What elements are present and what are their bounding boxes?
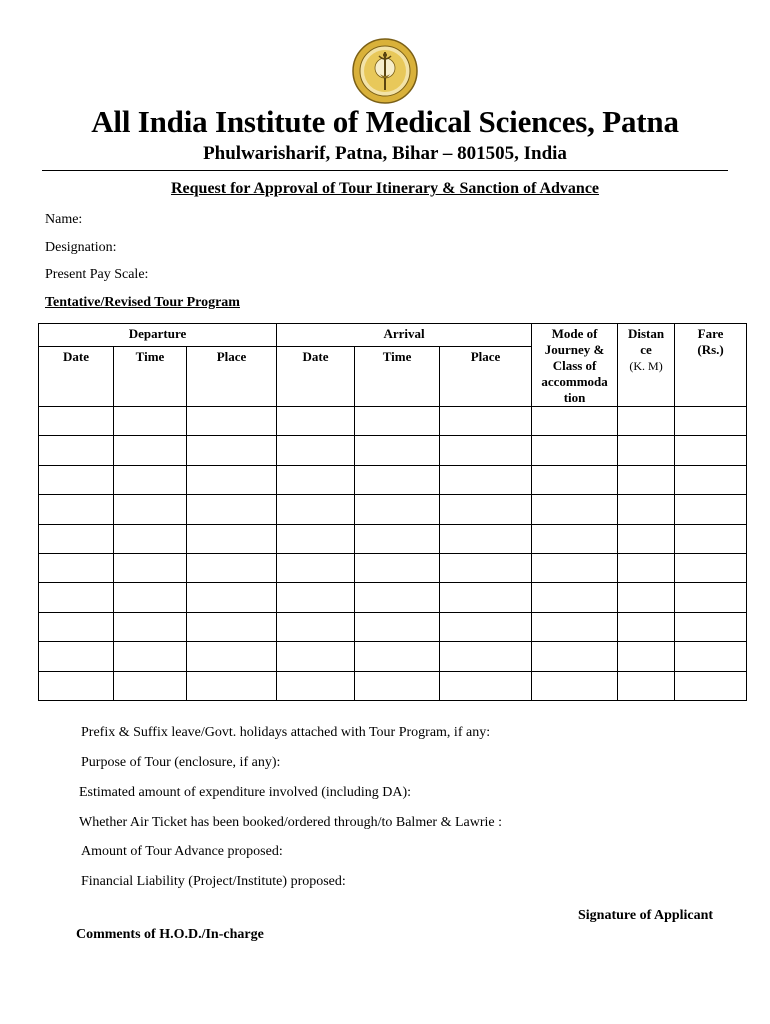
table-cell[interactable] — [440, 465, 532, 494]
advance-line: Amount of Tour Advance proposed: — [81, 844, 283, 859]
table-cell[interactable] — [618, 612, 675, 641]
table-cell[interactable] — [39, 465, 114, 494]
table-cell[interactable] — [440, 612, 532, 641]
table-cell[interactable] — [277, 407, 355, 436]
tour-program-table — [38, 323, 747, 701]
table-cell[interactable] — [355, 553, 440, 582]
air-ticket-line: Whether Air Ticket has been booked/ordered through/to Balmer & Lawrie : — [79, 815, 503, 830]
table-cell[interactable] — [277, 612, 355, 641]
institute-title: All India Institute of Medical Sciences, Patna — [91, 104, 679, 139]
table-row — [39, 583, 747, 612]
table-cell[interactable] — [187, 407, 277, 436]
table-cell[interactable] — [675, 583, 747, 612]
table-cell[interactable] — [440, 407, 532, 436]
table-cell[interactable] — [114, 524, 187, 553]
arrival-time-header: Time — [355, 347, 440, 407]
table-cell[interactable] — [39, 407, 114, 436]
table-cell[interactable] — [39, 553, 114, 582]
table-cell[interactable] — [675, 436, 747, 465]
table-cell[interactable] — [277, 495, 355, 524]
table-cell[interactable] — [675, 407, 747, 436]
table-cell[interactable] — [114, 583, 187, 612]
table-cell[interactable] — [39, 436, 114, 465]
header-divider — [42, 170, 728, 171]
purpose-line: Purpose of Tour (enclosure, if any): — [81, 755, 281, 770]
name-field-label: Name: — [45, 212, 83, 227]
table-cell[interactable] — [532, 612, 618, 641]
table-cell[interactable] — [618, 407, 675, 436]
table-cell[interactable] — [187, 642, 277, 671]
signature-label: Signature of Applicant — [578, 908, 714, 923]
table-cell[interactable] — [355, 495, 440, 524]
table-cell[interactable] — [440, 495, 532, 524]
table-cell[interactable] — [114, 642, 187, 671]
liability-line: Financial Liability (Project/Institute) proposed: — [81, 874, 346, 889]
table-row — [39, 524, 747, 553]
table-cell[interactable] — [39, 583, 114, 612]
table-cell[interactable] — [532, 553, 618, 582]
table-cell[interactable] — [532, 465, 618, 494]
institute-emblem-logo — [352, 38, 418, 104]
designation-field-label: Designation: — [45, 240, 117, 255]
table-cell[interactable] — [277, 583, 355, 612]
table-cell[interactable] — [114, 612, 187, 641]
expenditure-line: Estimated amount of expenditure involved (including DA): — [79, 785, 412, 800]
table-cell[interactable] — [187, 612, 277, 641]
table-cell[interactable] — [277, 671, 355, 700]
distance-header-label: Distan ce — [627, 326, 665, 357]
mode-of-journey-header: Mode of Journey & Class of accommoda tion — [532, 324, 618, 407]
table-cell[interactable] — [277, 553, 355, 582]
table-cell[interactable] — [675, 465, 747, 494]
table-cell[interactable] — [39, 671, 114, 700]
table-row — [39, 465, 747, 494]
table-cell[interactable] — [355, 524, 440, 553]
departure-place-header: Place — [187, 347, 277, 407]
tour-table-body — [39, 407, 747, 701]
table-cell[interactable] — [532, 671, 618, 700]
table-cell[interactable] — [355, 436, 440, 465]
table-cell[interactable] — [675, 642, 747, 671]
table-cell[interactable] — [675, 524, 747, 553]
departure-date-header: Date — [39, 347, 114, 407]
hod-comments-label: Comments of H.O.D./In-charge — [76, 927, 264, 942]
table-cell[interactable] — [532, 407, 618, 436]
table-cell[interactable] — [187, 553, 277, 582]
table-cell[interactable] — [39, 642, 114, 671]
section-title: Tentative/Revised Tour Program — [45, 295, 240, 310]
table-cell[interactable] — [675, 495, 747, 524]
table-cell[interactable] — [114, 407, 187, 436]
table-cell[interactable] — [277, 465, 355, 494]
table-cell[interactable] — [187, 671, 277, 700]
arrival-date-header: Date — [277, 347, 355, 407]
table-cell[interactable] — [618, 671, 675, 700]
table-cell[interactable] — [532, 524, 618, 553]
form-title: Request for Approval of Tour Itinerary & Sanction of Advance — [170, 180, 600, 197]
fare-header: Fare (Rs.) — [675, 324, 747, 407]
departure-time-header: Time — [114, 347, 187, 407]
table-cell[interactable] — [440, 553, 532, 582]
table-cell[interactable] — [618, 495, 675, 524]
table-cell[interactable] — [39, 612, 114, 641]
table-row — [39, 495, 747, 524]
table-cell[interactable] — [187, 495, 277, 524]
table-cell[interactable] — [187, 583, 277, 612]
table-cell[interactable] — [675, 612, 747, 641]
institute-address: Phulwarisharif, Patna, Bihar – 801505, India — [203, 143, 567, 164]
table-cell[interactable] — [355, 465, 440, 494]
table-row — [39, 407, 747, 436]
table-cell[interactable] — [187, 465, 277, 494]
table-cell[interactable] — [618, 553, 675, 582]
table-cell[interactable] — [440, 436, 532, 465]
arrival-place-header: Place — [440, 347, 532, 407]
table-cell[interactable] — [618, 524, 675, 553]
table-cell[interactable] — [618, 436, 675, 465]
table-cell[interactable] — [114, 495, 187, 524]
table-cell[interactable] — [187, 436, 277, 465]
table-cell[interactable] — [675, 671, 747, 700]
table-cell[interactable] — [675, 553, 747, 582]
leave-line: Prefix & Suffix leave/Govt. holidays attached with Tour Program, if any: — [81, 725, 491, 740]
table-cell[interactable] — [532, 495, 618, 524]
table-cell[interactable] — [39, 495, 114, 524]
distance-unit-label: (K. M) — [629, 359, 663, 373]
table-cell[interactable] — [440, 583, 532, 612]
table-cell[interactable] — [618, 642, 675, 671]
departure-header: Departure — [39, 324, 277, 347]
table-cell[interactable] — [618, 465, 675, 494]
table-cell[interactable] — [355, 407, 440, 436]
pay-scale-field-label: Present Pay Scale: — [45, 267, 149, 282]
table-cell[interactable] — [440, 524, 532, 553]
table-cell[interactable] — [618, 583, 675, 612]
table-row — [39, 671, 747, 700]
table-cell[interactable] — [440, 642, 532, 671]
table-cell[interactable] — [355, 671, 440, 700]
table-cell[interactable] — [532, 583, 618, 612]
table-row — [39, 436, 747, 465]
table-cell[interactable] — [440, 671, 532, 700]
distance-header — [618, 324, 675, 407]
table-cell[interactable] — [355, 642, 440, 671]
table-cell[interactable] — [277, 436, 355, 465]
table-cell[interactable] — [187, 524, 277, 553]
table-cell[interactable] — [39, 524, 114, 553]
arrival-header: Arrival — [277, 324, 532, 347]
table-cell[interactable] — [532, 642, 618, 671]
table-row — [39, 553, 747, 582]
table-cell[interactable] — [355, 583, 440, 612]
table-cell[interactable] — [277, 642, 355, 671]
table-cell[interactable] — [114, 465, 187, 494]
table-cell[interactable] — [355, 612, 440, 641]
table-row — [39, 612, 747, 641]
table-row — [39, 642, 747, 671]
table-cell[interactable] — [277, 524, 355, 553]
table-cell[interactable] — [114, 671, 187, 700]
table-cell[interactable] — [114, 553, 187, 582]
table-cell[interactable] — [532, 436, 618, 465]
table-cell[interactable] — [114, 436, 187, 465]
